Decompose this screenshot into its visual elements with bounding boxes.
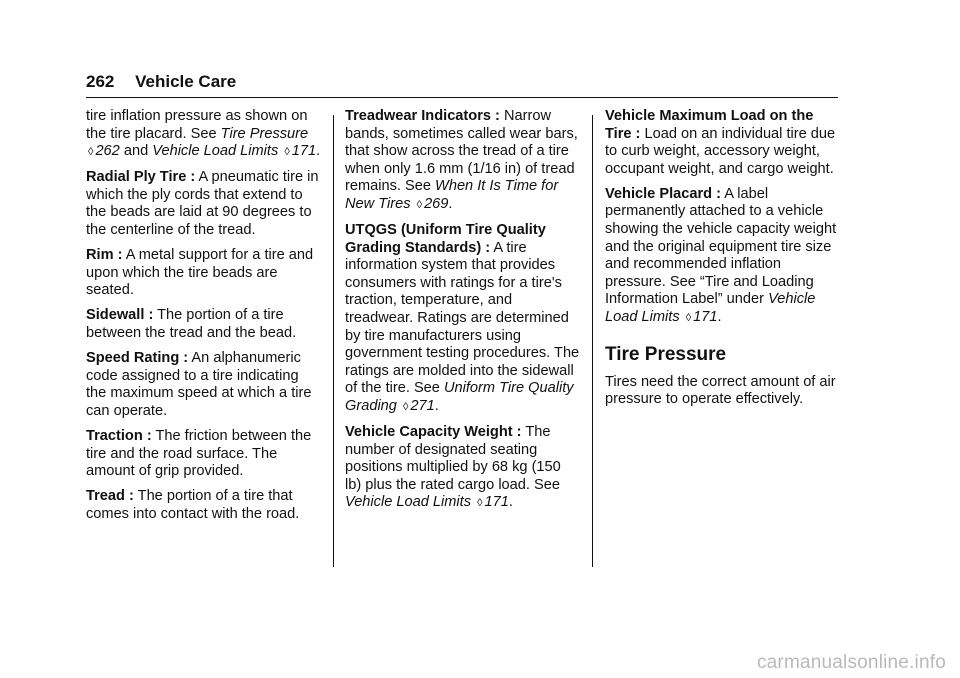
xref-link[interactable]: When It Is Time for New Tires — [345, 178, 559, 212]
page-number: 262 — [86, 72, 115, 91]
term: Rim : — [86, 247, 123, 264]
definition-radial-ply-tire: Radial Ply Tire : A pneumatic tire in which the ply cords that extend to the beads are laid at 90 degrees to the centerline of the tread. — [86, 169, 319, 239]
column-1 — [86, 108, 322, 531]
section-body: Tires need the correct amount of air pressure to operate effectively. — [605, 373, 836, 408]
xref-page[interactable]: 171 — [484, 494, 509, 511]
term: Vehicle Maximum Load on the Tire : — [605, 108, 814, 142]
definition-treadwear-indicators: Treadwear Indicators : Narrow bands, sometimes called wear bars, that show across the tread of a tire when only 1.6 mm (1/16 in) of tread remains. See When It Is Time for New Tires ◊ 269. — [345, 108, 578, 212]
definition-vehicle-maximum-load: Vehicle Maximum Load on the Tire : Load on an individual tire due to curb weight, accessory weight, occupant weight, and cargo weight. — [605, 108, 836, 177]
page-title: Vehicle Care — [135, 72, 237, 91]
definition-traction: Traction : The friction between the tire and the road surface. The amount of grip provided. — [86, 428, 312, 480]
xref-link[interactable]: Vehicle Load Limits — [605, 291, 816, 326]
watermark: carmanualsonline.info — [756, 652, 946, 673]
xref-link[interactable]: Tire Pressure — [220, 125, 309, 142]
column-divider — [592, 115, 593, 567]
definition-sidewall: Sidewall : The portion of a tire between the tread and the bead. — [86, 307, 297, 342]
page-ref-icon: ◊ — [416, 198, 423, 211]
xref-page[interactable]: 171 — [693, 309, 718, 326]
column-2 — [345, 108, 581, 521]
term: Vehicle Capacity Weight : — [345, 424, 522, 441]
section-heading: Tire Pressure — [605, 343, 727, 365]
definition-vehicle-placard: Vehicle Placard : A label permanently attached to a vehicle showing the vehicle capacity weight and the original equipment tire size and recommended inflation pressure. See “Tire and Loading Information Label” under Vehicle Load Limits ◊ 171. — [605, 185, 837, 326]
definition-utqgs: UTQGS (Uniform Tire Quality Grading Standards) : A tire information system that provides consumers with ratings for a tire's traction, temperature, and treadwear. Ratings are determined by tire manufacturers using government testing procedures. The ratings are molded into the sidewall of the tire. See Uniform Tire Quality Grading ◊ 271. — [345, 222, 580, 414]
definition-rim: Rim : A metal support for a tire and upon which the tire beads are seated. — [86, 247, 314, 299]
term: Speed Rating : — [86, 350, 189, 367]
page-ref-icon: ◊ — [284, 146, 290, 159]
term: Tread : — [86, 488, 134, 505]
page-ref-icon: ◊ — [88, 146, 94, 159]
term: Treadwear Indicators : — [345, 108, 500, 124]
term: Radial Ply Tire : — [86, 169, 196, 186]
xref-link[interactable]: Vehicle Load Limits — [345, 494, 472, 511]
term: UTQGS (Uniform Tire Quality Grading Standards) : — [345, 222, 546, 256]
term: Traction : — [86, 428, 152, 444]
definition-vehicle-capacity-weight: Vehicle Capacity Weight : The number of designated seating positions multiplied by 68 kg (150 lb) plus the rated cargo load. See Vehicle Load Limits ◊ 171. — [345, 424, 561, 511]
definition-speed-rating: Speed Rating : An alphanumeric code assigned to a tire indicating the maximum speed at which a tire can operate. — [86, 350, 312, 419]
column-divider — [333, 115, 334, 567]
xref-link[interactable]: Uniform Tire Quality Grading — [345, 380, 574, 414]
term: Sidewall : — [86, 307, 154, 324]
xref-page[interactable]: 262 — [95, 143, 120, 160]
term: Vehicle Placard : — [605, 185, 722, 202]
page-ref-icon: ◊ — [477, 497, 483, 510]
definition-tread: Tread : The portion of a tire that comes into contact with the road. — [86, 488, 300, 522]
page-header — [86, 72, 236, 92]
header-rule — [86, 97, 838, 98]
column-3 — [605, 108, 841, 416]
xref-link[interactable]: Vehicle Load Limits — [152, 143, 279, 160]
page-ref-icon: ◊ — [402, 401, 409, 413]
page-ref-icon: ◊ — [685, 312, 692, 325]
xref-page[interactable]: 171 — [291, 143, 317, 160]
xref-page[interactable]: 269 — [424, 195, 449, 212]
xref-page[interactable]: 271 — [410, 398, 435, 414]
paragraph-intro: tire inflation pressure as shown on the tire placard. See Tire Pressure ◊ 262 and Vehicle Load Limits ◊ 171. — [86, 108, 321, 160]
